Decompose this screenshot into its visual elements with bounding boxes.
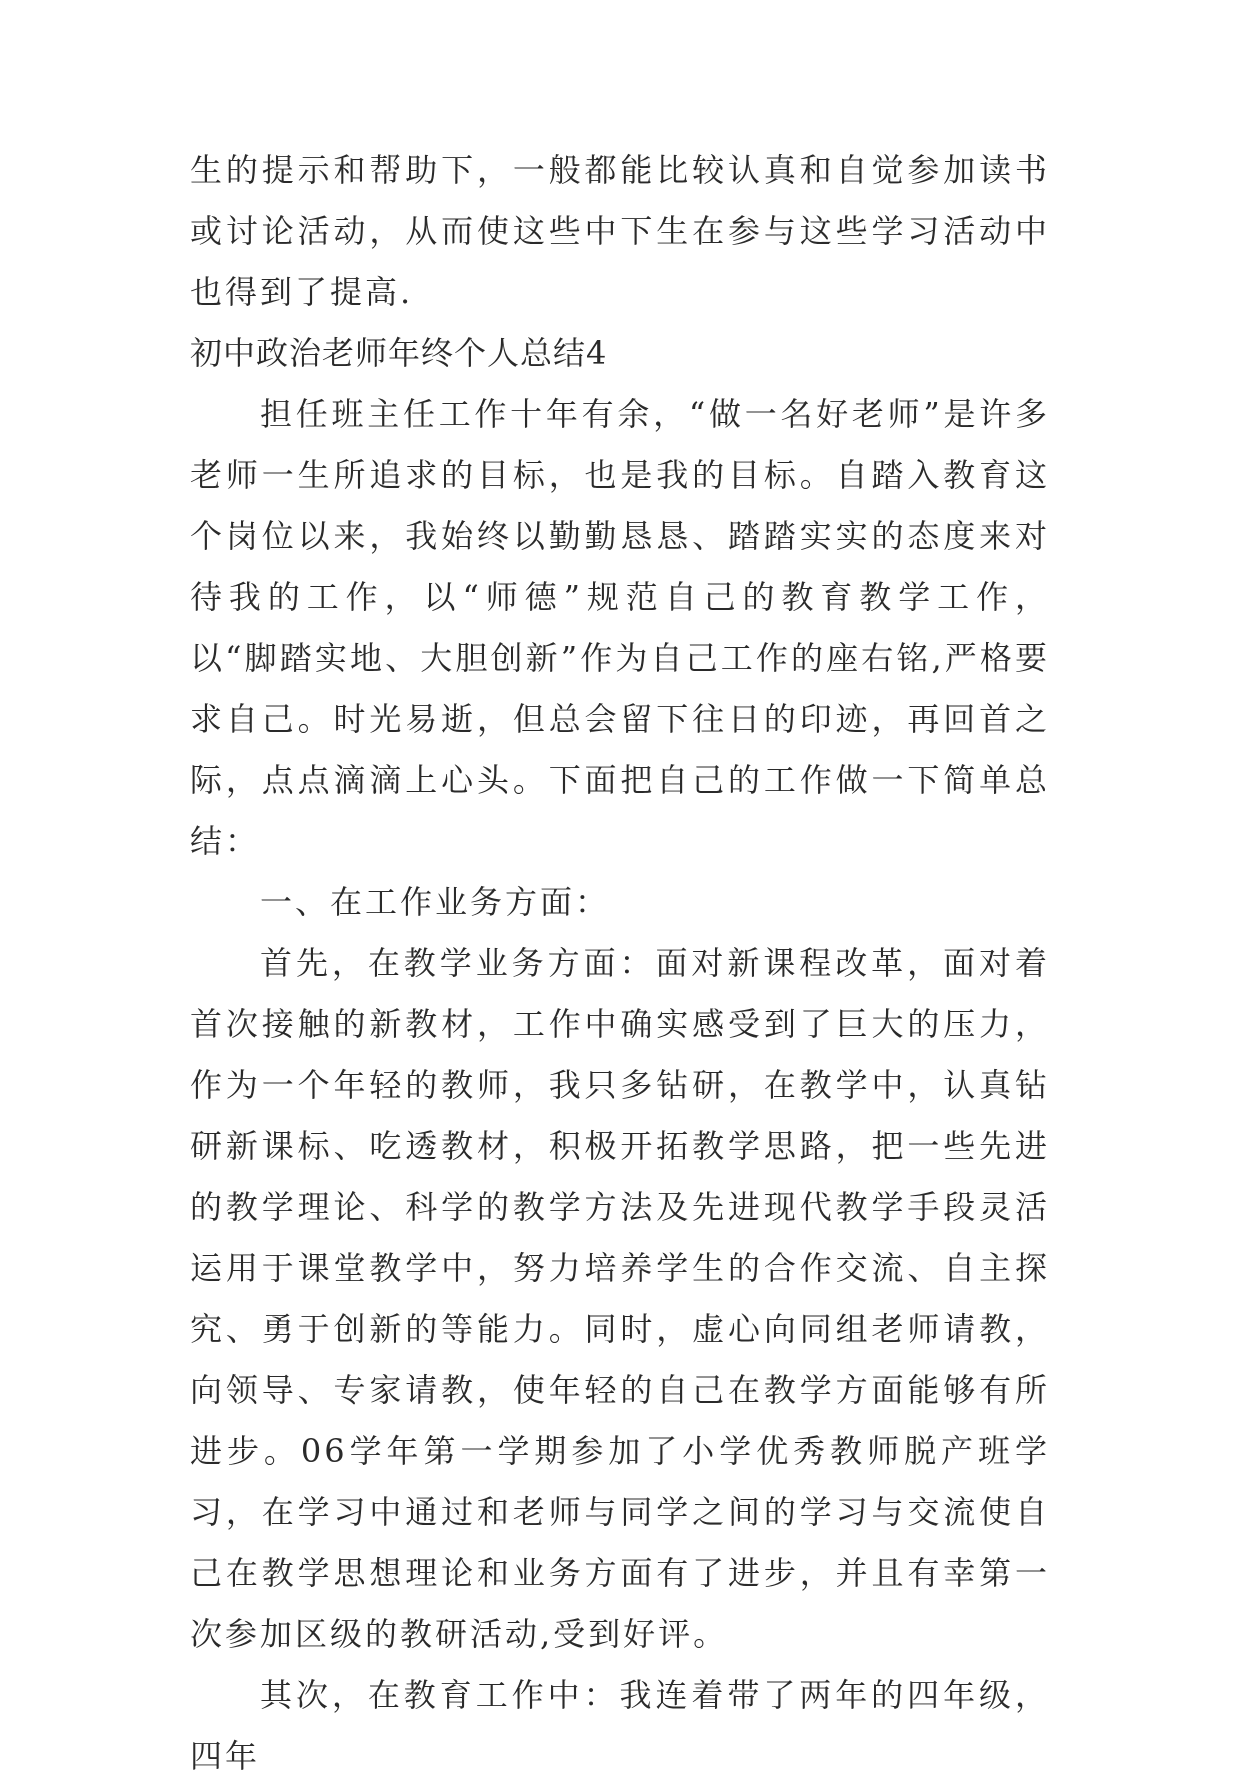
subsection-heading: 一、在工作业务方面：: [260, 883, 611, 921]
body-paragraph: 担任班主任工作十年有余，“做一名好老师”是许多老师一生所追求的目标，也是我的目标。自踏入教育这个岗位以来，我始终以勤勤恳恳、踏踏实实的态度来对待我的工作，以“师德”规范自己的教育教学工作，以“脚踏实地、大胆创新”作为自己工作的座右铭,严格要求自己。时光易逝，但总会留下往日的印迹，再回首之际，点点滴滴上心头。下面把自己的工作做一下简单总结：: [190, 395, 1050, 860]
body-paragraph: 其次，在教育工作中：我连着带了两年的四年级，四年: [190, 1676, 1050, 1775]
section-heading: 初中政治老师年终个人总结4: [190, 334, 608, 372]
body-paragraph: 首先，在教学业务方面：面对新课程改革，面对着首次接触的新教材，工作中确实感受到了巨大的压力，作为一个年轻的教师，我只多钻研，在教学中，认真钻研新课标、吃透教材，积极开拓教学思路，把一些先进的教学理论、科学的教学方法及先进现代教学手段灵活运用于课堂教学中，努力培养学生的合作交流、自主探究、勇于创新的等能力。同时，虚心向同组老师请教，向领导、专家请教，使年轻的自己在教学方面能够有所进步。06学年第一学期参加了小学优秀教师脱产班学习，在学习中通过和老师与同学之间的学习与交流使自己在教学思想理论和业务方面有了进步，并且有幸第一次参加区级的教研活动,受到好评。: [190, 944, 1050, 1653]
continuation-paragraph: 生的提示和帮助下，一般都能比较认真和自觉参加读书或讨论活动，从而使这些中下生在参与这些学习活动中也得到了提高.: [190, 151, 1050, 311]
document-body: [190, 140, 1050, 1787]
